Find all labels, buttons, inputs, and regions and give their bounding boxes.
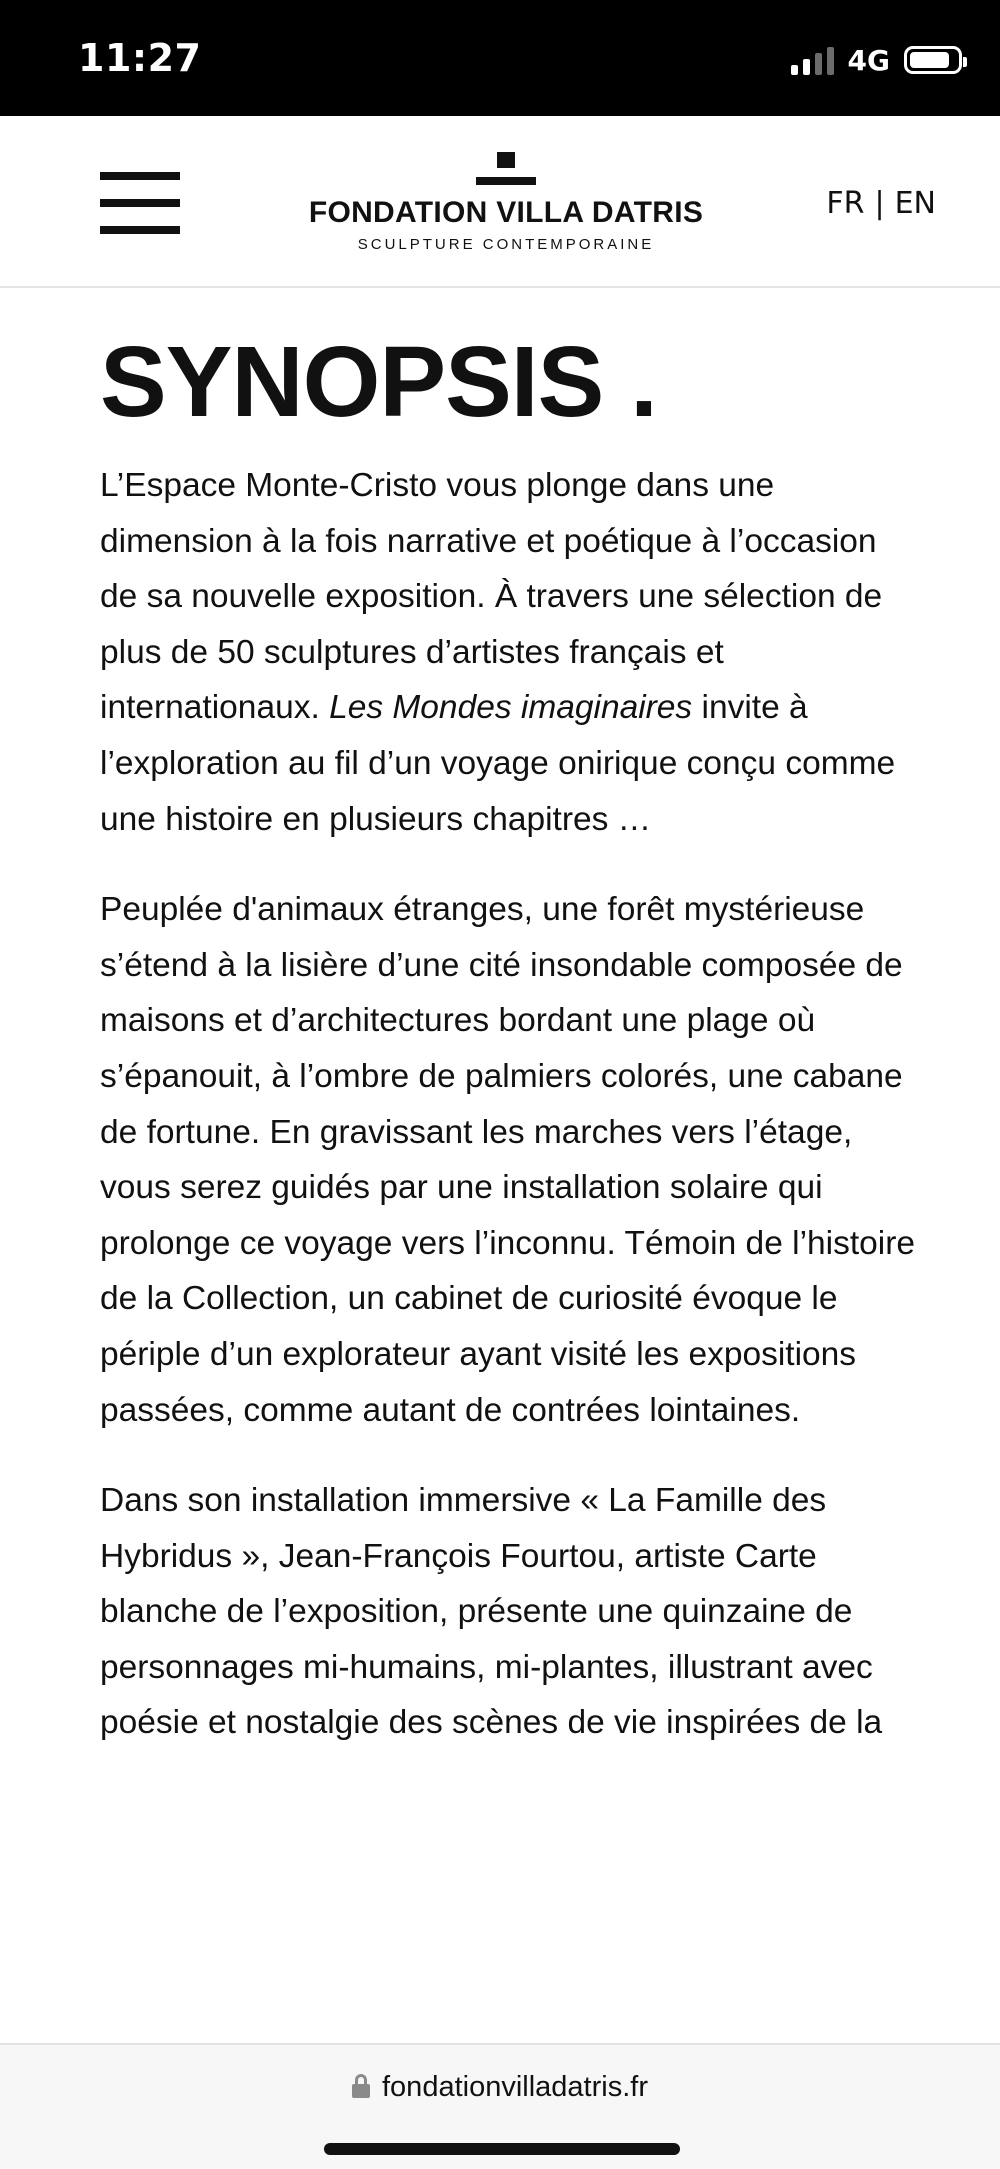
signal-strength-icon — [791, 45, 834, 75]
status-bar — [0, 0, 1000, 116]
main-content — [100, 290, 920, 1751]
pedestal-logo-icon — [476, 152, 536, 188]
lock-icon — [352, 2074, 370, 2098]
page-title: SYNOPSIS . — [100, 326, 657, 438]
status-time: 11:27 — [78, 36, 202, 80]
battery-icon — [904, 46, 962, 74]
paragraph-installation: Dans son installation immersive « La Famille des Hybridus », Jean-François Fourtou, artiste Carte blanche de l’exposition, présente une quinzaine de personnages mi-humains, mi-plantes, illustrant avec poésie et nostalgie des scènes de vie inspirées de la — [100, 1482, 883, 1742]
paragraph-intro — [100, 458, 920, 847]
language-switcher — [826, 186, 936, 221]
status-indicators — [791, 40, 962, 80]
battery-level-fill — [910, 52, 949, 68]
lang-separator: | — [874, 186, 885, 221]
paragraph-intro-part1: L’Espace Monte-Cristo vous plonge dans une dimension à la fois narrative et poétique à l’occasion de sa nouvelle exposition. À travers une sélection de plus de 50 sculptures d’artistes français et internationaux. — [100, 467, 883, 727]
network-type-label: 4G — [847, 43, 890, 77]
site-logo[interactable] — [300, 152, 712, 253]
home-indicator[interactable] — [324, 2143, 680, 2155]
paragraph-intro-part2: invite à l’exploration au fil d’un voyage onirique conçu comme une histoire en plusieurs chapitres … — [100, 689, 896, 838]
lang-en-link[interactable]: EN — [894, 186, 936, 221]
browser-url-bar[interactable] — [0, 2043, 1000, 2169]
paragraph-journey: Peuplée d'animaux étranges, une forêt mystérieuse s’étend à la lisière d’une cité insondable composée de maisons et d’architectures bordant une plage où s’épanouit, à l’ombre de palmiers colorés, une cabane de fortune. En gravissant les marches vers l’étage, vous serez guidés par une installation solaire qui prolonge ce voyage vers l’inconnu. Témoin de l’histoire de la Collection, un cabinet de curiosité évoque le périple d’un explorateur ayant visité les expositions passées, comme autant de contrées lointaines. — [100, 891, 916, 1429]
logo-name: FONDATION VILLA DATRIS — [308, 196, 704, 229]
menu-button[interactable] — [100, 172, 180, 234]
url-text[interactable]: fondationvilladatris.fr — [382, 2071, 648, 2103]
lang-fr-link[interactable]: FR — [826, 186, 865, 221]
logo-tagline: SCULPTURE CONTEMPORAINE — [357, 236, 655, 253]
exhibition-title: Les Mondes imaginaires — [329, 689, 693, 727]
hamburger-icon — [100, 172, 180, 180]
site-header — [0, 116, 1000, 288]
url-display[interactable] — [0, 2071, 1000, 2104]
